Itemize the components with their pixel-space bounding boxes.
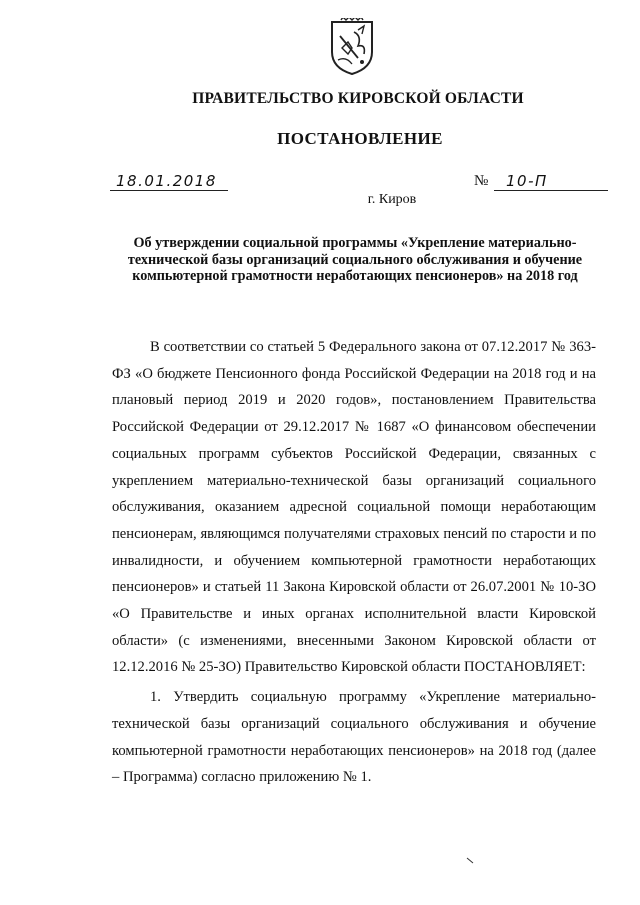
- document-body: [112, 334, 596, 791]
- document-number: 10-П: [494, 172, 608, 191]
- document-type: ПОСТАНОВЛЕНИЕ: [277, 129, 443, 148]
- stray-mark-icon: [466, 856, 474, 864]
- document-date: 18.01.2018: [110, 172, 228, 191]
- number-sign: №: [474, 173, 489, 189]
- city-name: г. Киров: [367, 192, 417, 207]
- coat-of-arms-icon: [328, 18, 376, 76]
- preamble-paragraph: В соответствии со статьей 5 Федерального закона от 07.12.2017 № 363-ФЗ «О бюджете Пенсионного фонда Российской Федерации на 2018 год и на плановый период 2019 и 2020 годов», постановлением Правительства Российской Федерации от 29.12.2017 № 1687 «О финансовом обеспечении социальных программ субъектов Российской Федерации, связанных с укреплением материально-технической базы организаций социального обслуживания, оказанием адресной социальной помощи неработающим пенсионерам, являющимся получателями страховых пенсий по старости и по инвалидности, и обучением компьютерной грамотности неработающих пенсионеров» и статьей 11 Закона Кировской области от 26.07.2001 № 10-ЗО «О Правительстве и иных органах исполнительной власти Кировской области» (с изменениями, внесенными Законом Кировской области от 12.12.2016 № 25-ЗО) Правительство Кировской области ПОСТАНОВЛЯЕТ:: [112, 339, 596, 676]
- government-name: ПРАВИТЕЛЬСТВО КИРОВСКОЙ ОБЛАСТИ: [192, 90, 524, 107]
- document-title: Об утверждении социальной программы «Укрепление материально-технической базы организаций социального обслуживания и обучение компьютерной грамотности неработающих пенсионеров» на 2018 год: [127, 235, 583, 284]
- clause-1-paragraph: 1. Утвердить социальную программу «Укрепление материально-технической базы организаций социального обслуживания и обучение компьютерной грамотности неработающих пенсионеров» на 2018 год (далее – Программа) согласно приложению № 1.: [112, 689, 596, 786]
